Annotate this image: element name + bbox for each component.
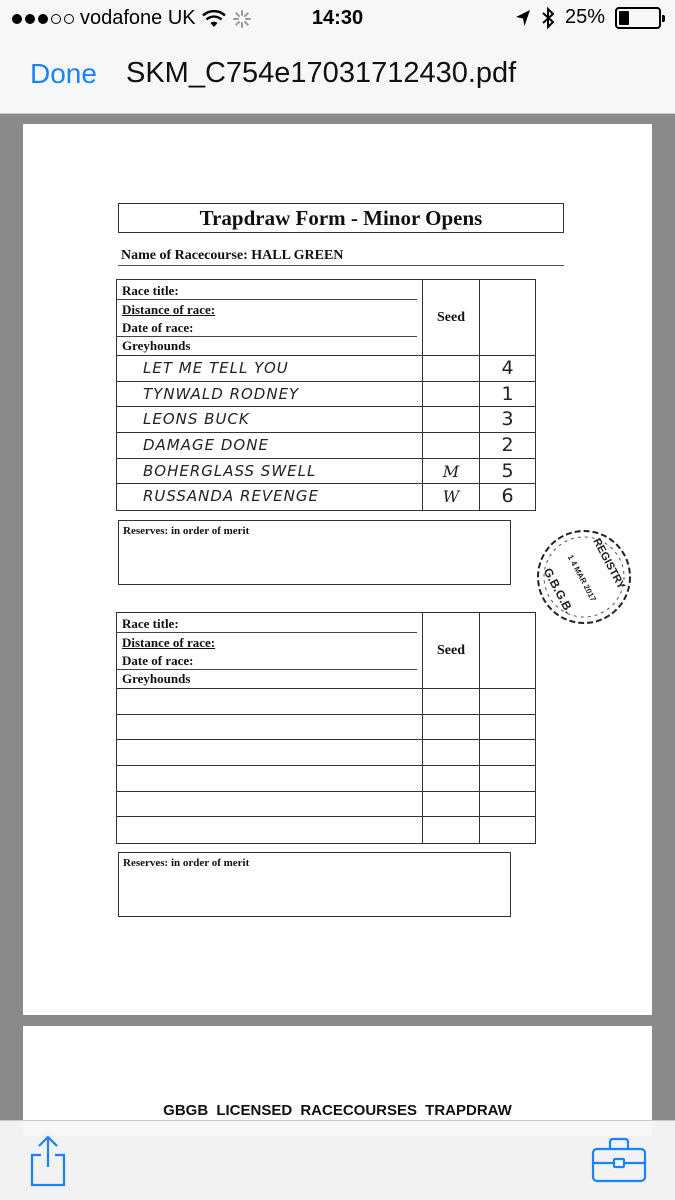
seed-cell — [423, 433, 480, 458]
table-row — [117, 459, 535, 485]
table-row — [117, 689, 535, 715]
trap-number: 1 — [501, 382, 514, 405]
battery-percent: 25% — [564, 6, 605, 28]
greyhound-name — [117, 740, 423, 765]
trap-number — [480, 792, 535, 817]
trap-number — [480, 817, 535, 843]
table-row — [117, 817, 535, 843]
table-row — [117, 407, 535, 433]
racecourse-label: Name of Racecourse: HALL GREEN — [121, 248, 344, 263]
greyhound-name: TYNWALD RODNEY — [117, 382, 423, 407]
trap-number: 3 — [501, 408, 514, 431]
seed-cell — [423, 817, 480, 843]
seed-cell — [423, 792, 480, 817]
date-label: Date of race: — [122, 320, 194, 335]
table-row — [117, 433, 535, 459]
carrier-name: vodafone UK — [80, 7, 196, 29]
greyhound-name — [117, 689, 423, 714]
date-label: Date of race: — [122, 653, 194, 668]
reserves-label: Reserves: in order of merit — [123, 525, 250, 537]
trap-number: 4 — [501, 357, 514, 379]
clock: 14:30 — [311, 7, 364, 29]
seed-cell — [423, 740, 480, 765]
divider — [118, 265, 564, 266]
reserves-box-1 — [118, 520, 511, 585]
table-row — [117, 356, 535, 382]
stamp-top-text: REGISTRY — [590, 536, 628, 592]
trap-number: 2 — [501, 434, 514, 457]
race-table-2 — [116, 612, 536, 844]
table-body — [117, 689, 535, 843]
table-header — [117, 280, 535, 356]
trap-number — [480, 740, 535, 765]
trap-number — [480, 689, 535, 714]
table-body — [117, 356, 535, 510]
trap-number — [480, 766, 535, 791]
greyhound-name: DAMAGE DONE — [117, 433, 423, 458]
greyhound-name — [117, 817, 423, 843]
reserves-box-2 — [118, 852, 511, 917]
trap-number — [480, 715, 535, 740]
greyhound-name: RUSSANDA REVENGE — [117, 484, 423, 510]
table-row — [117, 766, 535, 792]
share-icon[interactable] — [26, 1133, 70, 1189]
table-row — [117, 382, 535, 408]
race-title-label: Race title: — [122, 616, 179, 631]
greyhounds-label: Greyhounds — [122, 671, 191, 686]
greyhound-name: LET ME TELL YOU — [117, 356, 423, 381]
greyhound-name: LEONS BUCK — [117, 407, 423, 432]
seed-cell: M — [423, 459, 480, 484]
seed-cell — [423, 382, 480, 407]
toolbox-icon[interactable] — [590, 1135, 648, 1185]
bottom-toolbar — [0, 1120, 675, 1200]
registry-stamp — [533, 522, 635, 632]
status-bar — [0, 0, 675, 38]
seed-header: Seed — [423, 280, 480, 355]
reserves-label: Reserves: in order of merit — [123, 857, 250, 869]
location-arrow-icon — [515, 9, 531, 27]
distance-label: Distance of race: — [122, 635, 216, 650]
seed-cell — [423, 766, 480, 791]
trap-number: 5 — [501, 459, 514, 482]
battery-icon — [615, 7, 661, 29]
greyhound-name: BOHERGLASS SWELL — [117, 459, 423, 484]
table-row — [117, 792, 535, 818]
trap-number: 6 — [501, 485, 514, 508]
greyhounds-label: Greyhounds — [122, 338, 191, 353]
greyhound-name — [117, 792, 423, 817]
race-title-label: Race title: — [122, 283, 179, 298]
stamp-date: 1 4 MAR 2017 — [565, 553, 598, 604]
race-table-1 — [116, 279, 536, 511]
stamp-side-text: G.B.G.B. — [540, 565, 577, 616]
distance-label: Distance of race: — [122, 302, 216, 317]
seed-cell: W — [423, 484, 480, 510]
bluetooth-icon — [541, 7, 555, 29]
table-row — [117, 740, 535, 766]
page-heading: GBGB LICENSED RACECOURSES TRAPDRAW — [163, 1102, 512, 1119]
pdf-page-1[interactable] — [23, 124, 652, 1015]
seed-cell — [423, 407, 480, 432]
seed-cell — [423, 356, 480, 381]
table-row — [117, 484, 535, 510]
done-button[interactable]: Done — [30, 58, 97, 89]
table-row — [117, 715, 535, 741]
table-header — [117, 613, 535, 689]
form-title: Trapdraw Form - Minor Opens — [118, 203, 564, 233]
document-title: SKM_C754e17031712430.pdf — [126, 57, 517, 89]
seed-cell — [423, 715, 480, 740]
navigation-bar — [0, 38, 675, 114]
status-right-group — [515, 6, 661, 29]
seed-header: Seed — [423, 613, 480, 688]
greyhound-name — [117, 766, 423, 791]
greyhound-name — [117, 715, 423, 740]
seed-cell — [423, 689, 480, 714]
